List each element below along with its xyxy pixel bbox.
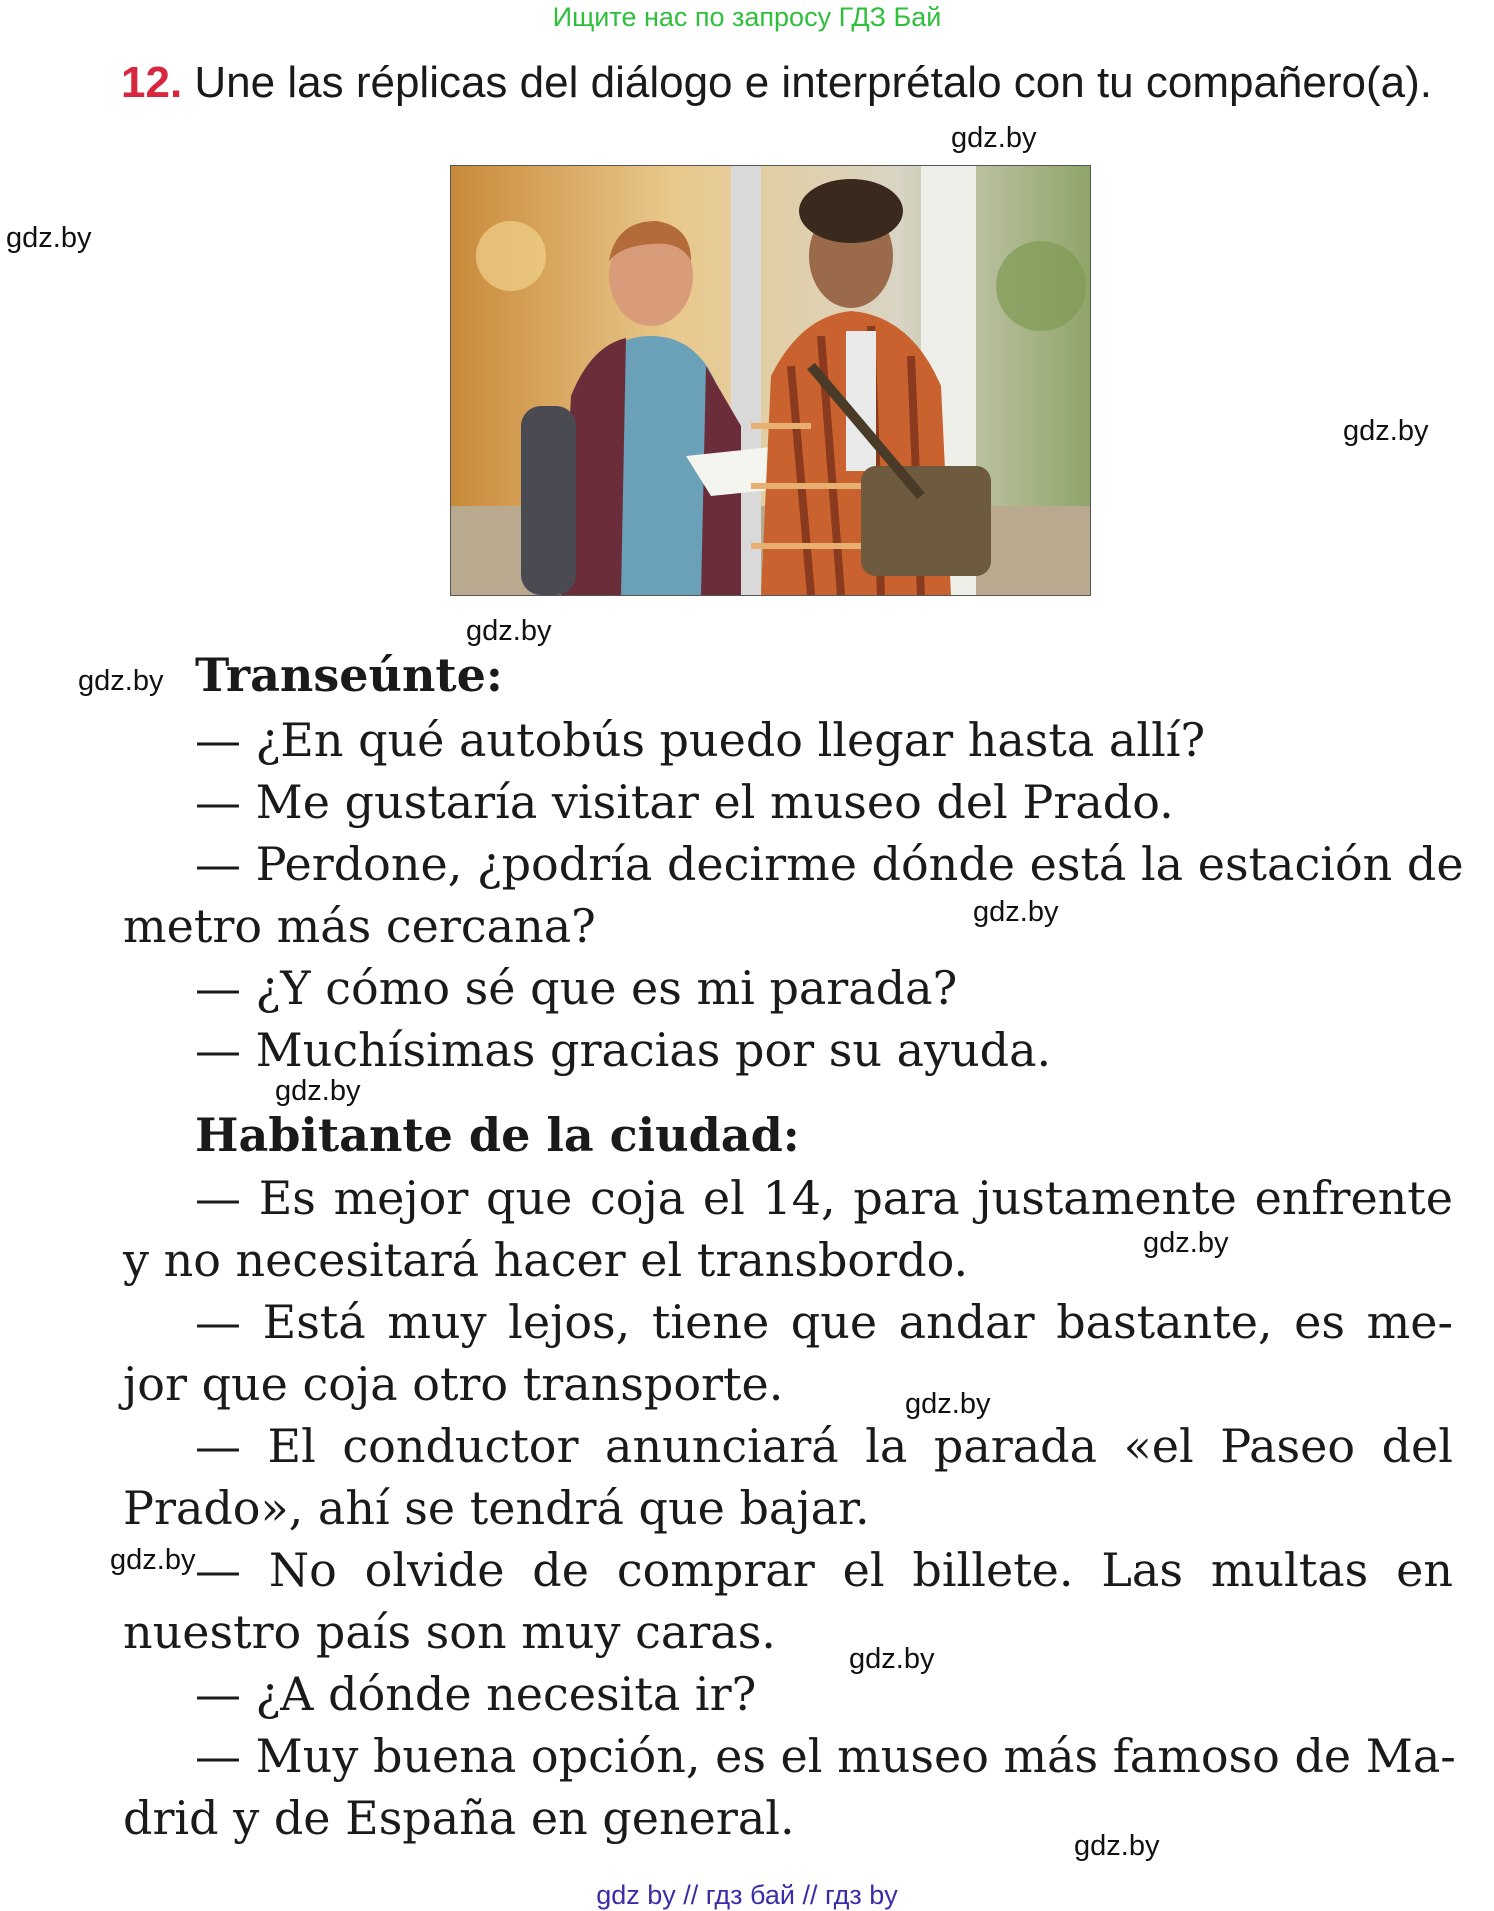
dialog-line: — ¿En qué autobús puedo llegar hasta allí? [195, 713, 1206, 767]
watermark: gdz.by [275, 1075, 361, 1107]
dialog-line: — Perdone, ¿podría decirme dónde está la estación de [195, 837, 1464, 891]
watermark: gdz.by [951, 122, 1037, 154]
dialog-line: nuestro país son muy caras. [123, 1605, 776, 1659]
dialog-line: — Muchísimas gracias por su ayuda. [195, 1023, 1052, 1077]
watermark: gdz.by [1074, 1830, 1160, 1862]
dialog-line: — ¿Y cómo sé que es mi parada? [195, 961, 958, 1015]
dialog-line: — Muy buena opción, es el museo más famoso de Ma- [195, 1729, 1456, 1783]
dialog-line: — No olvide de comprar el billete. Las multas en [195, 1543, 1453, 1597]
dialog-line: — Es mejor que coja el 14, para justamente enfrente [195, 1171, 1453, 1225]
role-label-habitante: Habitante de la ciudad: [195, 1108, 800, 1162]
watermark: gdz.by [78, 665, 164, 697]
watermark: gdz.by [1343, 415, 1429, 447]
watermark: gdz.by [849, 1643, 935, 1675]
dialog-line: metro más cercana? [123, 899, 596, 953]
exercise-instruction: Une las réplicas del diálogo e interprétalo con tu compañero(a). [194, 58, 1432, 107]
exercise-number: 12. [121, 58, 183, 107]
dialog-line: y no necesitará hacer el transbordo. [123, 1233, 969, 1287]
watermark: gdz.by [905, 1388, 991, 1420]
role-label-transeunte: Transeúnte: [195, 648, 503, 702]
exercise-title [121, 58, 1432, 108]
dialog-line: — ¿A dónde necesita ir? [195, 1667, 757, 1721]
photo-two-men-talking [450, 165, 1091, 596]
dialog-line: jor que coja otro transporte. [123, 1357, 784, 1411]
dialog-line: Prado», ahí se tendrá que bajar. [123, 1481, 870, 1535]
footer-links: gdz by // гдз бай // гдз by [596, 1880, 898, 1910]
watermark: gdz.by [6, 222, 92, 254]
watermark: gdz.by [973, 896, 1059, 928]
search-banner: Ищите нас по запросу ГДЗ Бай [552, 2, 942, 32]
dialog-line: — Me gustaría visitar el museo del Prado. [195, 775, 1174, 829]
dialog-line: drid y de España en general. [123, 1791, 795, 1845]
watermark: gdz.by [110, 1544, 196, 1576]
dialog-line: — Está muy lejos, tiene que andar bastante, es me- [195, 1295, 1453, 1349]
watermark: gdz.by [466, 615, 552, 647]
watermark: gdz.by [1143, 1227, 1229, 1259]
dialog-line: — El conductor anunciará la parada «el Paseo del [195, 1419, 1453, 1473]
